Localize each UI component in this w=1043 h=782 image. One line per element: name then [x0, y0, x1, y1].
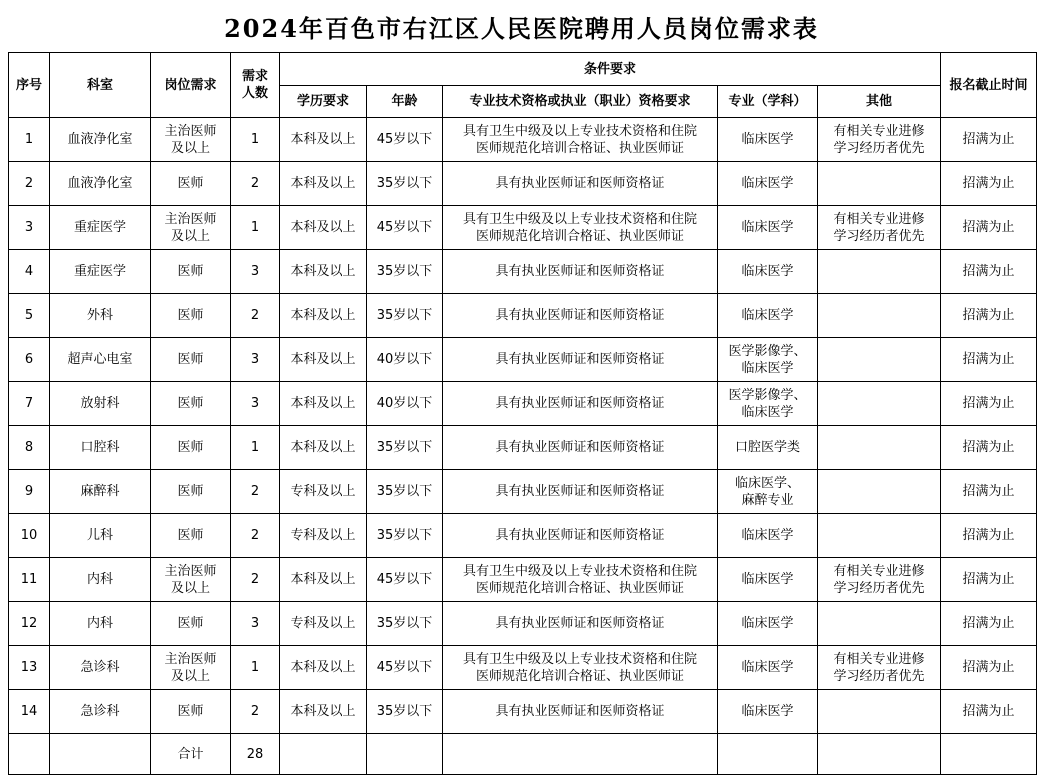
- cell-position: 医师: [151, 382, 231, 426]
- cell-education: 专科及以上: [280, 470, 367, 514]
- cell-deadline: 招满为止: [941, 382, 1037, 426]
- total-empty-cell: [818, 734, 941, 775]
- table-row: [9, 294, 1037, 338]
- cell-deadline: 招满为止: [941, 294, 1037, 338]
- cell-count: 2: [231, 162, 280, 206]
- cell-qualification: 具有执业医师证和医师资格证: [443, 294, 718, 338]
- cell-age: 35岁以下: [367, 690, 443, 734]
- cell-seq: 6: [9, 338, 50, 382]
- cell-seq: 3: [9, 206, 50, 250]
- cell-education: 专科及以上: [280, 514, 367, 558]
- cell-qualification: 具有执业医师证和医师资格证: [443, 338, 718, 382]
- cell-position: 医师: [151, 294, 231, 338]
- cell-age: 45岁以下: [367, 206, 443, 250]
- cell-dept: 超声心电室: [50, 338, 151, 382]
- recruitment-table: [8, 52, 1037, 775]
- cell-count: 3: [231, 338, 280, 382]
- cell-education: 本科及以上: [280, 338, 367, 382]
- cell-age: 45岁以下: [367, 646, 443, 690]
- cell-education: 本科及以上: [280, 162, 367, 206]
- cell-education: 本科及以上: [280, 426, 367, 470]
- table-row: [9, 514, 1037, 558]
- page-title: 2024年百色市右江区人民医院聘用人员岗位需求表: [224, 13, 819, 43]
- table-row: [9, 206, 1037, 250]
- table-row: [9, 426, 1037, 470]
- header-count: 需求 人数: [231, 53, 280, 118]
- cell-count: 3: [231, 382, 280, 426]
- cell-education: 本科及以上: [280, 558, 367, 602]
- cell-age: 45岁以下: [367, 118, 443, 162]
- cell-age: 45岁以下: [367, 558, 443, 602]
- cell-qualification: 具有执业医师证和医师资格证: [443, 382, 718, 426]
- cell-dept: 重症医学: [50, 206, 151, 250]
- cell-qualification: 具有卫生中级及以上专业技术资格和住院 医师规范化培训合格证、执业医师证: [443, 206, 718, 250]
- header-age: 年龄: [367, 86, 443, 118]
- cell-deadline: 招满为止: [941, 426, 1037, 470]
- cell-other: [818, 162, 941, 206]
- total-empty-cell: [443, 734, 718, 775]
- cell-qualification: 具有执业医师证和医师资格证: [443, 602, 718, 646]
- cell-education: 本科及以上: [280, 690, 367, 734]
- cell-major: 医学影像学、 临床医学: [718, 338, 818, 382]
- cell-major: 临床医学: [718, 690, 818, 734]
- table-row: [9, 558, 1037, 602]
- cell-other: [818, 382, 941, 426]
- header-education: 学历要求: [280, 86, 367, 118]
- cell-dept: 内科: [50, 558, 151, 602]
- cell-count: 2: [231, 294, 280, 338]
- table-row: [9, 470, 1037, 514]
- cell-seq: 5: [9, 294, 50, 338]
- cell-dept: 急诊科: [50, 646, 151, 690]
- cell-other: 有相关专业进修 学习经历者优先: [818, 646, 941, 690]
- cell-education: 本科及以上: [280, 250, 367, 294]
- cell-qualification: 具有执业医师证和医师资格证: [443, 514, 718, 558]
- cell-age: 35岁以下: [367, 162, 443, 206]
- cell-seq: 2: [9, 162, 50, 206]
- cell-seq: 4: [9, 250, 50, 294]
- cell-position: 主治医师 及以上: [151, 558, 231, 602]
- cell-dept: 血液净化室: [50, 162, 151, 206]
- cell-dept: 儿科: [50, 514, 151, 558]
- cell-major: 临床医学: [718, 514, 818, 558]
- cell-deadline: 招满为止: [941, 558, 1037, 602]
- header-dept: 科室: [50, 53, 151, 118]
- cell-major: 临床医学: [718, 162, 818, 206]
- cell-position: 医师: [151, 162, 231, 206]
- table-row: [9, 118, 1037, 162]
- cell-deadline: 招满为止: [941, 602, 1037, 646]
- header-position: 岗位需求: [151, 53, 231, 118]
- cell-deadline: 招满为止: [941, 250, 1037, 294]
- table-row: [9, 250, 1037, 294]
- table-row: [9, 382, 1037, 426]
- table-row: [9, 602, 1037, 646]
- cell-major: 临床医学、 麻醉专业: [718, 470, 818, 514]
- cell-qualification: 具有卫生中级及以上专业技术资格和住院 医师规范化培训合格证、执业医师证: [443, 646, 718, 690]
- cell-major: 临床医学: [718, 250, 818, 294]
- header-qualification: 专业技术资格或执业（职业）资格要求: [443, 86, 718, 118]
- cell-other: [818, 426, 941, 470]
- cell-other: [818, 690, 941, 734]
- cell-qualification: 具有执业医师证和医师资格证: [443, 470, 718, 514]
- cell-major: 口腔医学类: [718, 426, 818, 470]
- total-seq-cell: [9, 734, 50, 775]
- header-deadline: 报名截止时间: [941, 53, 1037, 118]
- cell-position: 主治医师 及以上: [151, 118, 231, 162]
- cell-major: 临床医学: [718, 646, 818, 690]
- cell-seq: 12: [9, 602, 50, 646]
- cell-position: 医师: [151, 250, 231, 294]
- cell-major: 医学影像学、 临床医学: [718, 382, 818, 426]
- total-label: 合计: [151, 734, 231, 775]
- cell-age: 40岁以下: [367, 382, 443, 426]
- total-empty-cell: [367, 734, 443, 775]
- cell-education: 本科及以上: [280, 382, 367, 426]
- table-row: [9, 338, 1037, 382]
- table-row: [9, 690, 1037, 734]
- cell-seq: 9: [9, 470, 50, 514]
- cell-position: 医师: [151, 690, 231, 734]
- table-row: [9, 646, 1037, 690]
- cell-position: 医师: [151, 426, 231, 470]
- cell-age: 35岁以下: [367, 514, 443, 558]
- cell-dept: 外科: [50, 294, 151, 338]
- cell-count: 1: [231, 646, 280, 690]
- cell-deadline: 招满为止: [941, 118, 1037, 162]
- total-row: [9, 734, 1037, 775]
- cell-age: 35岁以下: [367, 250, 443, 294]
- cell-deadline: 招满为止: [941, 690, 1037, 734]
- cell-other: [818, 602, 941, 646]
- cell-count: 2: [231, 690, 280, 734]
- cell-qualification: 具有执业医师证和医师资格证: [443, 690, 718, 734]
- cell-age: 35岁以下: [367, 602, 443, 646]
- cell-major: 临床医学: [718, 118, 818, 162]
- header-seq: 序号: [9, 53, 50, 118]
- cell-position: 主治医师 及以上: [151, 646, 231, 690]
- cell-seq: 14: [9, 690, 50, 734]
- cell-dept: 急诊科: [50, 690, 151, 734]
- cell-other: [818, 250, 941, 294]
- cell-age: 35岁以下: [367, 470, 443, 514]
- cell-count: 2: [231, 514, 280, 558]
- cell-major: 临床医学: [718, 206, 818, 250]
- cell-other: 有相关专业进修 学习经历者优先: [818, 118, 941, 162]
- cell-education: 专科及以上: [280, 602, 367, 646]
- cell-deadline: 招满为止: [941, 206, 1037, 250]
- cell-other: [818, 294, 941, 338]
- cell-other: [818, 514, 941, 558]
- cell-count: 1: [231, 206, 280, 250]
- cell-major: 临床医学: [718, 294, 818, 338]
- cell-qualification: 具有执业医师证和医师资格证: [443, 250, 718, 294]
- cell-education: 本科及以上: [280, 294, 367, 338]
- cell-qualification: 具有卫生中级及以上专业技术资格和住院 医师规范化培训合格证、执业医师证: [443, 118, 718, 162]
- cell-position: 主治医师 及以上: [151, 206, 231, 250]
- cell-major: 临床医学: [718, 558, 818, 602]
- cell-dept: 放射科: [50, 382, 151, 426]
- cell-dept: 麻醉科: [50, 470, 151, 514]
- table-body: [9, 118, 1037, 734]
- cell-position: 医师: [151, 602, 231, 646]
- cell-qualification: 具有执业医师证和医师资格证: [443, 162, 718, 206]
- cell-position: 医师: [151, 514, 231, 558]
- total-empty-cell: [941, 734, 1037, 775]
- total-count: 28: [231, 734, 280, 775]
- cell-seq: 1: [9, 118, 50, 162]
- cell-other: [818, 470, 941, 514]
- cell-seq: 8: [9, 426, 50, 470]
- cell-count: 1: [231, 426, 280, 470]
- cell-education: 本科及以上: [280, 118, 367, 162]
- cell-other: [818, 338, 941, 382]
- cell-seq: 13: [9, 646, 50, 690]
- cell-major: 临床医学: [718, 602, 818, 646]
- cell-deadline: 招满为止: [941, 646, 1037, 690]
- cell-education: 本科及以上: [280, 646, 367, 690]
- cell-dept: 内科: [50, 602, 151, 646]
- cell-deadline: 招满为止: [941, 162, 1037, 206]
- cell-qualification: 具有卫生中级及以上专业技术资格和住院 医师规范化培训合格证、执业医师证: [443, 558, 718, 602]
- cell-deadline: 招满为止: [941, 338, 1037, 382]
- cell-position: 医师: [151, 470, 231, 514]
- cell-age: 35岁以下: [367, 294, 443, 338]
- cell-deadline: 招满为止: [941, 470, 1037, 514]
- cell-seq: 7: [9, 382, 50, 426]
- header-other: 其他: [818, 86, 941, 118]
- cell-count: 3: [231, 602, 280, 646]
- cell-deadline: 招满为止: [941, 514, 1037, 558]
- header-major: 专业（学科）: [718, 86, 818, 118]
- total-empty-cell: [280, 734, 367, 775]
- table-row: [9, 162, 1037, 206]
- cell-qualification: 具有执业医师证和医师资格证: [443, 426, 718, 470]
- cell-seq: 10: [9, 514, 50, 558]
- cell-education: 本科及以上: [280, 206, 367, 250]
- cell-other: 有相关专业进修 学习经历者优先: [818, 206, 941, 250]
- cell-dept: 重症医学: [50, 250, 151, 294]
- total-empty-cell: [718, 734, 818, 775]
- header-conditions: 条件要求: [280, 53, 941, 86]
- cell-seq: 11: [9, 558, 50, 602]
- total-dept-cell: [50, 734, 151, 775]
- cell-position: 医师: [151, 338, 231, 382]
- cell-count: 2: [231, 470, 280, 514]
- cell-other: 有相关专业进修 学习经历者优先: [818, 558, 941, 602]
- cell-count: 2: [231, 558, 280, 602]
- cell-count: 1: [231, 118, 280, 162]
- cell-dept: 口腔科: [50, 426, 151, 470]
- cell-count: 3: [231, 250, 280, 294]
- cell-age: 40岁以下: [367, 338, 443, 382]
- cell-dept: 血液净化室: [50, 118, 151, 162]
- cell-age: 35岁以下: [367, 426, 443, 470]
